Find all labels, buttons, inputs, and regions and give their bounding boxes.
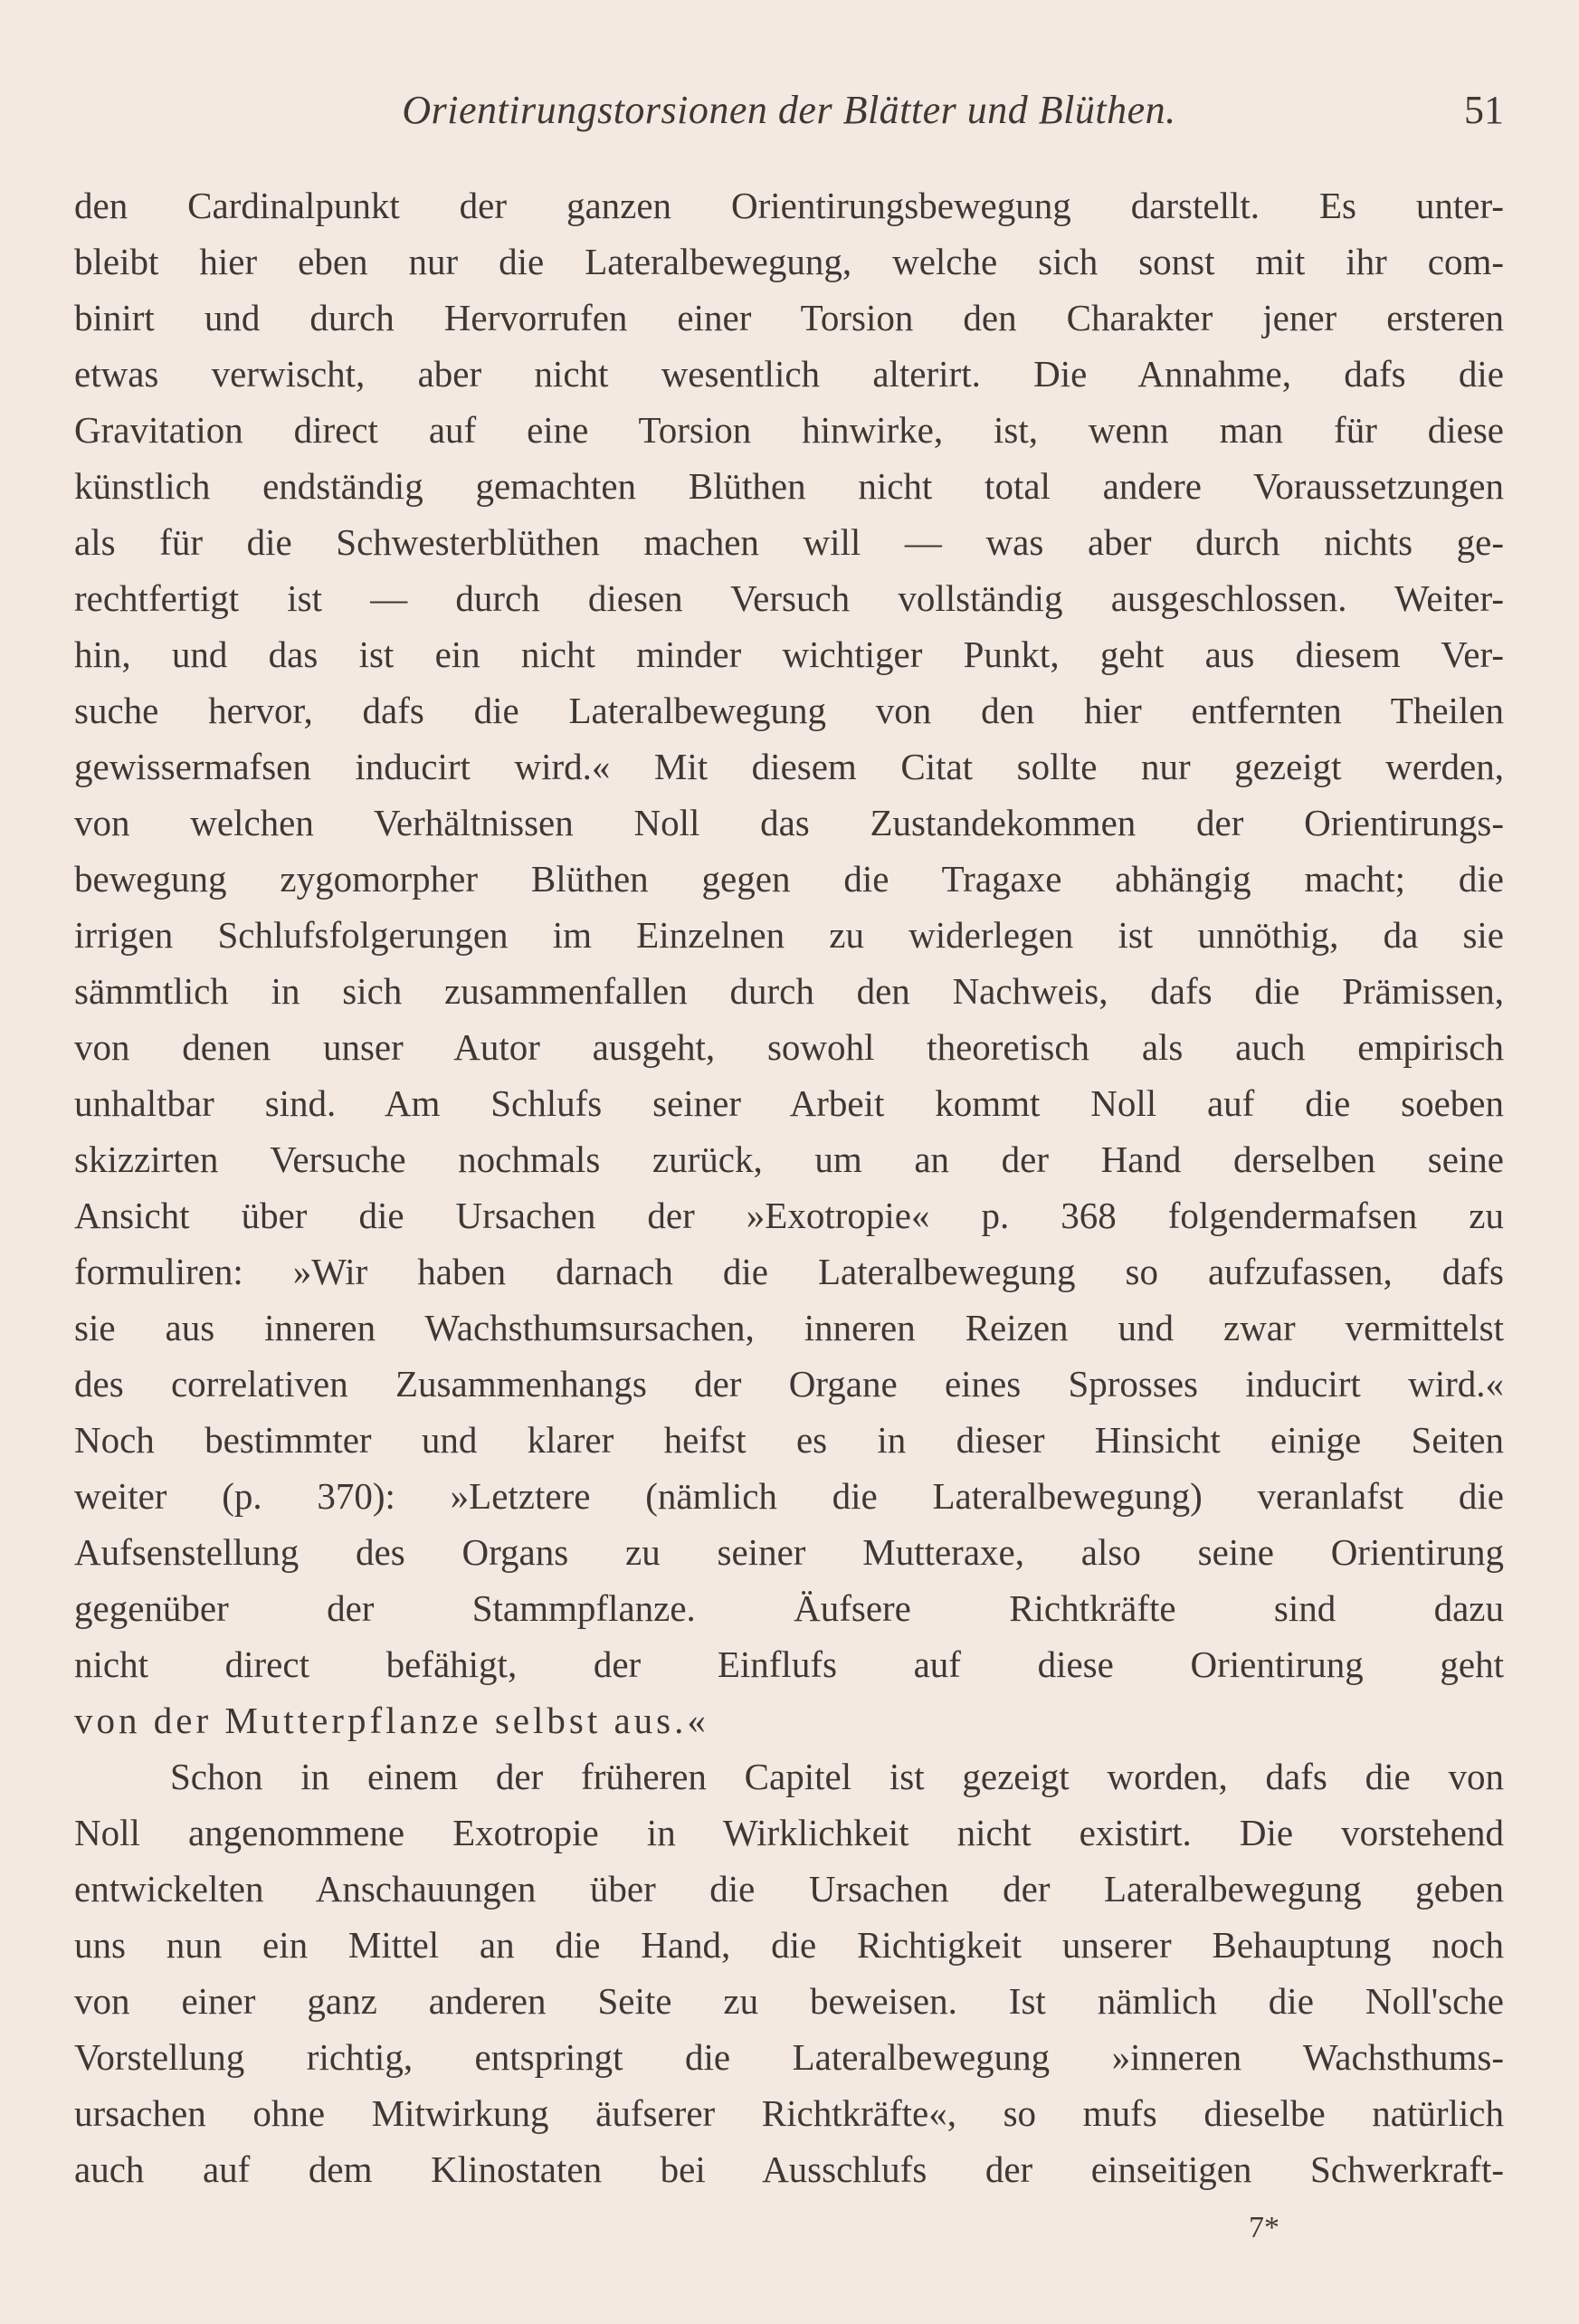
text-line: Ansicht über die Ursachen der »Exotropie« p. 368 folgendermafsen zu [74, 1195, 1504, 1236]
text-line: gewissermafsen inducirt wird.« Mit diesem Citat sollte nur gezeigt werden, [74, 746, 1504, 787]
text-line: hin, und das ist ein nicht minder wichtiger Punkt, geht aus diesem Ver- [74, 633, 1504, 675]
text-line: sämmtlich in sich zusammenfallen durch den Nachweis, dafs die Prämissen, [74, 970, 1504, 1012]
text-line: Vorstellung richtig, entspringt die Lateralbewegung »inneren Wachsthums- [74, 2036, 1504, 2078]
text-line: von einer ganz anderen Seite zu beweisen. Ist nämlich die Noll'sche [74, 1980, 1504, 2022]
text-line: Schon in einem der früheren Capitel ist gezeigt worden, dafs die von [170, 1756, 1504, 1797]
page-header [74, 83, 1504, 138]
text-line: nicht direct befähigt, der Einflufs auf diese Orientirung geht [74, 1643, 1504, 1685]
running-title: Orientirungstorsionen der Blätter und Blüthen. [402, 88, 1176, 132]
text-line: bewegung zygomorpher Blüthen gegen die Tragaxe abhängig macht; die [74, 858, 1504, 900]
text-line: Gravitation direct auf eine Torsion hinwirke, ist, wenn man für diese [74, 409, 1504, 451]
page-number: 51 [1464, 88, 1504, 132]
text-line: binirt und durch Hervorrufen einer Torsion den Charakter jener ersteren [74, 297, 1504, 338]
text-line: bleibt hier eben nur die Lateralbewegung, welche sich sonst mit ihr com- [74, 241, 1504, 282]
text-line: Noll angenommene Exotropie in Wirklichkeit nicht existirt. Die vorstehend [74, 1812, 1504, 1853]
text-line: des correlativen Zusammenhangs der Organe eines Sprosses inducirt wird.« [74, 1363, 1504, 1405]
text-line: den Cardinalpunkt der ganzen Orientirungsbewegung darstellt. Es unter- [74, 185, 1504, 226]
text-line: Aufsenstellung des Organs zu seiner Mutteraxe, also seine Orientirung [74, 1531, 1504, 1573]
text-line: suche hervor, dafs die Lateralbewegung von den hier entfernten Theilen [74, 690, 1504, 731]
text-line: unhaltbar sind. Am Schlufs seiner Arbeit kommt Noll auf die soeben [74, 1082, 1504, 1124]
body-text [74, 177, 1504, 2197]
text-line: gegenüber der Stammpflanze. Äufsere Richtkräfte sind dazu [74, 1587, 1504, 1629]
text-line: formuliren: »Wir haben darnach die Lateralbewegung so aufzufassen, dafs [74, 1251, 1504, 1292]
text-line: auch auf dem Klinostaten bei Ausschlufs der einseitigen Schwerkraft- [74, 2148, 1504, 2190]
text-line: etwas verwischt, aber nicht wesentlich alterirt. Die Annahme, dafs die [74, 353, 1504, 395]
signature-mark: 7* [1249, 2211, 1279, 2244]
text-line: skizzirten Versuche nochmals zurück, um an der Hand derselben seine [74, 1138, 1504, 1180]
text-line: Noch bestimmter und klarer heifst es in dieser Hinsicht einige Seiten [74, 1419, 1504, 1461]
text-line: weiter (p. 370): »Letztere (nämlich die Lateralbewegung) veranlafst die [74, 1475, 1504, 1517]
text-line: irrigen Schlufsfolgerungen im Einzelnen zu widerlegen ist unnöthig, da sie [74, 914, 1504, 956]
text-line: uns nun ein Mittel an die Hand, die Richtigkeit unserer Behauptung noch [74, 1924, 1504, 1966]
text-line: rechtfertigt ist — durch diesen Versuch vollständig ausgeschlossen. Weiter- [74, 577, 1504, 619]
text-line: von der Mutterpflanze selbst aus.« [74, 1700, 709, 1741]
text-line: von welchen Verhältnissen Noll das Zustandekommen der Orientirungs- [74, 802, 1504, 843]
text-line: sie aus inneren Wachsthumsursachen, inneren Reizen und zwar vermittelst [74, 1307, 1504, 1348]
text-line: als für die Schwesterblüthen machen will — was aber durch nichts ge- [74, 521, 1504, 563]
text-line: entwickelten Anschauungen über die Ursachen der Lateralbewegung geben [74, 1868, 1504, 1910]
text-line: künstlich endständig gemachten Blüthen nicht total andere Voraussetzungen [74, 465, 1504, 507]
text-line: von denen unser Autor ausgeht, sowohl theoretisch als auch empirisch [74, 1026, 1504, 1068]
text-line: ursachen ohne Mitwirkung äufserer Richtkräfte«, so mufs dieselbe natürlich [74, 2092, 1504, 2134]
